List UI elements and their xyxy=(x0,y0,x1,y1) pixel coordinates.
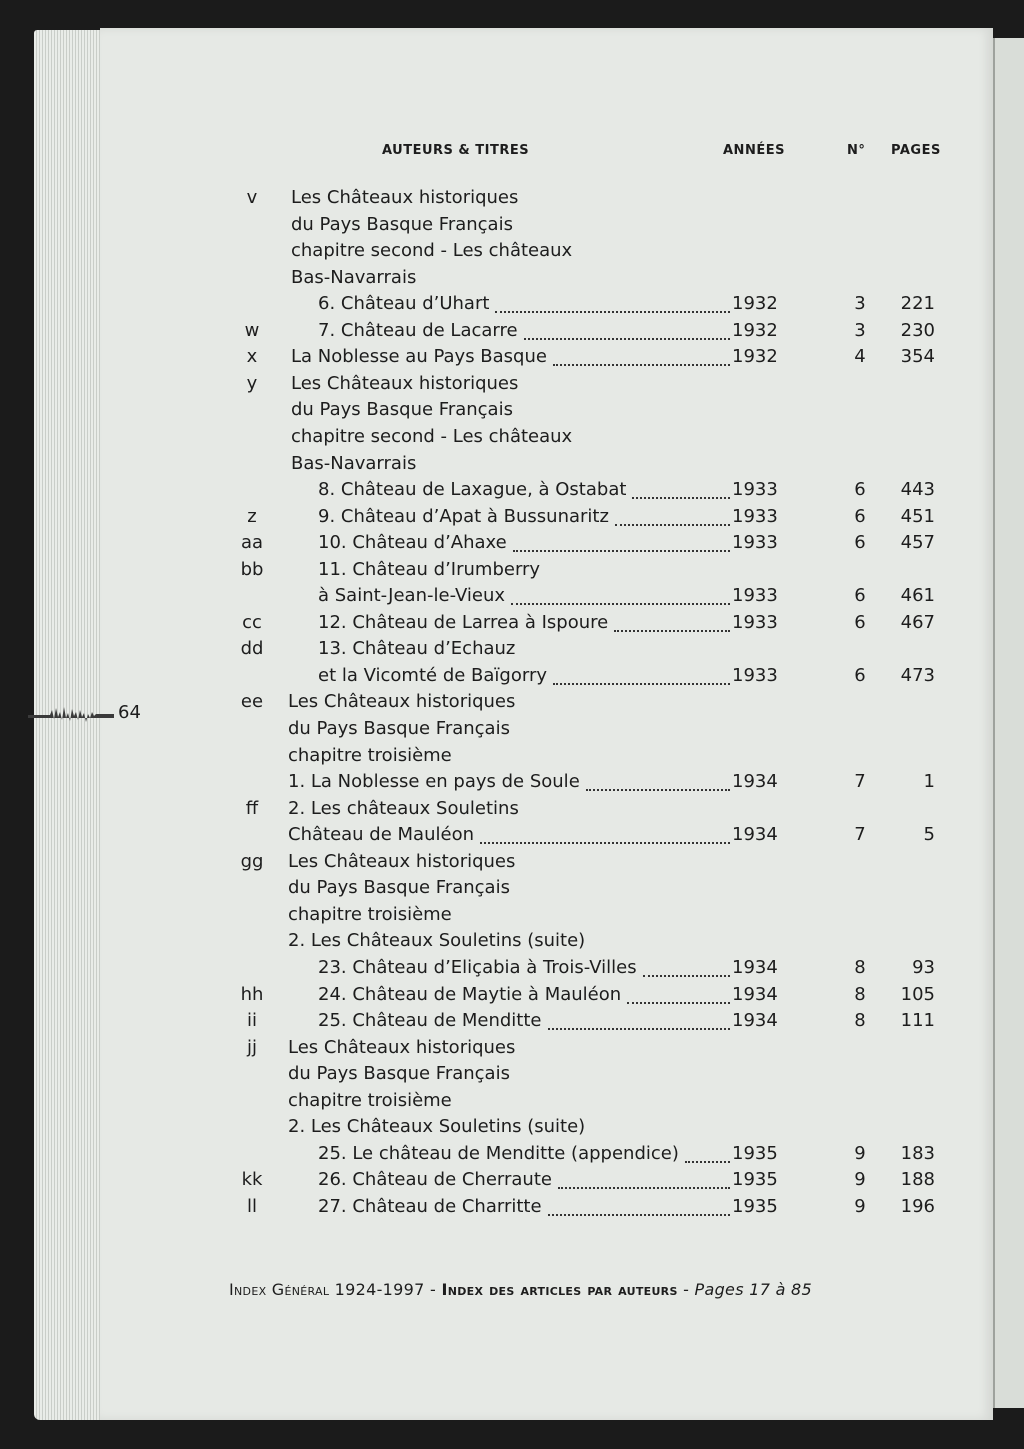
entry-title: 2. Les Châteaux Souletins (suite) xyxy=(288,1116,586,1138)
index-entry-row xyxy=(0,557,1024,583)
entry-title: 24. Château de Maytie à Mauléon xyxy=(318,983,622,1005)
entry-number: 9 xyxy=(854,1142,866,1164)
dot-leader xyxy=(632,497,730,499)
entry-title: 2. Les châteaux Souletins xyxy=(288,797,519,819)
entry-pages: 1 xyxy=(923,771,935,793)
entry-title: 6. Château d’Uhart xyxy=(318,293,490,315)
index-entry-row xyxy=(0,610,1024,636)
index-entry-row xyxy=(0,743,1024,769)
entry-code: kk xyxy=(241,1169,263,1191)
entry-title: Les Châteaux historiques xyxy=(288,691,516,713)
entry-number: 6 xyxy=(854,479,866,501)
entry-title: 8. Château de Laxague, à Ostabat xyxy=(318,479,627,501)
index-entry-row xyxy=(0,477,1024,503)
index-entry-row xyxy=(0,291,1024,317)
entry-pages: 188 xyxy=(900,1169,935,1191)
entry-number: 7 xyxy=(854,824,866,846)
index-entry-row xyxy=(0,185,1024,211)
entry-year: 1933 xyxy=(732,664,778,686)
entry-title: 26. Château de Cherraute xyxy=(318,1169,552,1191)
index-entry-row xyxy=(0,1035,1024,1061)
index-entry-row xyxy=(0,424,1024,450)
index-entry-row xyxy=(0,451,1024,477)
index-entry-row xyxy=(0,982,1024,1008)
index-entry-row xyxy=(0,1194,1024,1220)
entry-code: ff xyxy=(245,797,259,819)
entry-title: 25. Château de Menditte xyxy=(318,1010,542,1032)
entry-title: Les Châteaux historiques xyxy=(288,1036,516,1058)
footer-index-articles: Index des articles par auteurs xyxy=(441,1280,678,1299)
footer-separator: - xyxy=(677,1280,695,1299)
entry-pages: 105 xyxy=(900,983,935,1005)
header-pages: PAGES xyxy=(891,143,941,158)
entry-code: bb xyxy=(240,558,264,580)
entry-pages: 457 xyxy=(900,532,935,554)
dot-leader xyxy=(548,1028,730,1030)
entry-pages: 5 xyxy=(923,824,935,846)
entry-code: x xyxy=(246,346,258,368)
footer-pages-range: Pages 17 à 85 xyxy=(694,1280,813,1299)
index-entry-row xyxy=(0,796,1024,822)
dot-leader xyxy=(615,524,730,526)
entry-code: v xyxy=(246,187,258,208)
entry-year: 1934 xyxy=(732,824,778,846)
dot-leader xyxy=(685,1161,730,1163)
entry-code: jj xyxy=(246,1036,257,1058)
entry-pages: 93 xyxy=(912,956,935,978)
entry-title: 10. Château d’Ahaxe xyxy=(318,532,507,554)
dot-leader xyxy=(548,1214,730,1216)
index-entry-row xyxy=(0,822,1024,848)
entry-pages: 221 xyxy=(900,293,935,315)
entry-year: 1933 xyxy=(732,532,778,554)
entry-pages: 354 xyxy=(900,346,935,368)
entry-year: 1932 xyxy=(732,293,778,315)
index-entry-row xyxy=(0,689,1024,715)
entry-title: Château de Mauléon xyxy=(288,824,474,846)
entry-number: 6 xyxy=(854,664,866,686)
entry-year: 1933 xyxy=(732,505,778,527)
dot-leader xyxy=(614,630,730,632)
entry-year: 1932 xyxy=(732,319,778,341)
entry-code: ll xyxy=(246,1195,257,1217)
entry-title: du Pays Basque Français xyxy=(291,213,513,235)
dot-leader xyxy=(627,1002,730,1004)
entry-pages: 230 xyxy=(900,319,935,341)
entry-year: 1934 xyxy=(732,956,778,978)
entry-title: Bas-Navarrais xyxy=(291,452,417,474)
entry-number: 8 xyxy=(854,956,866,978)
entry-title: et la Vicomté de Baïgorry xyxy=(318,664,547,686)
index-entry-row xyxy=(0,928,1024,954)
entry-pages: 183 xyxy=(900,1142,935,1164)
entry-title: La Noblesse au Pays Basque xyxy=(291,346,547,368)
entry-title: 23. Château d’Eliçabia à Trois-Villes xyxy=(318,956,637,978)
entry-code: w xyxy=(244,319,260,341)
index-entry-row xyxy=(0,1088,1024,1114)
dot-leader xyxy=(643,975,730,977)
entry-title: 7. Château de Lacarre xyxy=(318,319,518,341)
entry-title: chapitre second - Les châteaux xyxy=(291,240,573,262)
entry-pages: 451 xyxy=(900,505,935,527)
entry-number: 3 xyxy=(854,293,866,315)
entry-number: 8 xyxy=(854,1010,866,1032)
dot-leader xyxy=(553,364,730,366)
dot-leader xyxy=(586,789,730,791)
index-entry-row xyxy=(0,371,1024,397)
header-auteurs-titres: AUTEURS & TITRES xyxy=(382,143,530,158)
index-entry-row xyxy=(0,1141,1024,1167)
entry-number: 6 xyxy=(854,585,866,607)
index-entry-row xyxy=(0,238,1024,264)
dot-leader xyxy=(553,683,730,685)
entry-code: dd xyxy=(240,638,264,660)
footer-separator: - xyxy=(424,1280,442,1299)
header-annees: ANNÉES xyxy=(723,143,785,158)
index-entry-row xyxy=(0,636,1024,662)
index-entry-row xyxy=(0,716,1024,742)
entry-year: 1934 xyxy=(732,771,778,793)
entry-title: chapitre troisième xyxy=(288,903,452,925)
entry-number: 8 xyxy=(854,983,866,1005)
entry-number: 9 xyxy=(854,1169,866,1191)
entry-year: 1935 xyxy=(732,1142,778,1164)
index-entry-row xyxy=(0,1167,1024,1193)
entry-title: 9. Château d’Apat à Bussunaritz xyxy=(318,505,609,527)
header-numero: N° xyxy=(847,143,866,158)
index-entry-row xyxy=(0,1114,1024,1140)
footer-index-general: Index Général xyxy=(229,1280,330,1299)
dot-leader xyxy=(524,338,730,340)
dot-leader xyxy=(495,311,730,313)
entry-title: Les Châteaux historiques xyxy=(291,372,519,394)
entry-year: 1933 xyxy=(732,611,778,633)
index-entry-row xyxy=(0,583,1024,609)
entry-year: 1932 xyxy=(732,346,778,368)
entry-number: 7 xyxy=(854,771,866,793)
index-entry-row xyxy=(0,265,1024,291)
entry-title: chapitre troisième xyxy=(288,1089,452,1111)
entry-year: 1934 xyxy=(732,1010,778,1032)
dot-leader xyxy=(513,550,730,552)
entry-code: gg xyxy=(240,850,264,872)
entry-title: Bas-Navarrais xyxy=(291,266,417,288)
index-entry-row xyxy=(0,902,1024,928)
entry-pages: 196 xyxy=(900,1195,935,1217)
entry-title: 12. Château de Larrea à Ispoure xyxy=(318,611,609,633)
entry-title: du Pays Basque Français xyxy=(288,718,510,739)
entry-pages: 473 xyxy=(900,664,935,686)
entry-pages: 461 xyxy=(900,585,935,607)
entry-number: 4 xyxy=(854,346,866,368)
index-entry-row xyxy=(0,530,1024,556)
entry-title: à Saint-Jean-le-Vieux xyxy=(318,585,506,607)
page-number: 64 xyxy=(118,702,141,723)
entry-code: aa xyxy=(240,532,264,554)
entry-year: 1935 xyxy=(732,1169,778,1191)
entry-title: du Pays Basque Français xyxy=(288,1063,510,1085)
entry-title: 25. Le château de Menditte (appendice) xyxy=(318,1142,679,1164)
entry-pages: 443 xyxy=(900,479,935,501)
index-entry-row xyxy=(0,849,1024,875)
index-entry-row xyxy=(0,397,1024,423)
entry-title: 11. Château d’Irumberry xyxy=(318,558,541,580)
entry-title: chapitre troisième xyxy=(288,744,452,766)
index-entry-row xyxy=(0,504,1024,530)
entry-number: 6 xyxy=(854,505,866,527)
entry-pages: 467 xyxy=(900,611,935,633)
page-footer xyxy=(229,1280,812,1299)
entry-title: 2. Les Châteaux Souletins (suite) xyxy=(288,930,586,952)
entry-title: Les Châteaux historiques xyxy=(291,187,519,208)
index-entry-row xyxy=(0,344,1024,370)
entry-title: 13. Château d’Echauz xyxy=(318,638,516,660)
entry-code: z xyxy=(247,505,257,527)
entry-code: ee xyxy=(240,691,264,713)
entry-title: 1. La Noblesse en pays de Soule xyxy=(288,771,580,793)
dot-leader xyxy=(480,842,730,844)
entry-pages: 111 xyxy=(900,1010,935,1032)
entry-number: 3 xyxy=(854,319,866,341)
entry-title: du Pays Basque Français xyxy=(288,877,510,899)
dot-leader xyxy=(558,1187,730,1189)
entry-number: 6 xyxy=(854,611,866,633)
entry-code: y xyxy=(246,372,258,394)
entry-year: 1933 xyxy=(732,479,778,501)
footer-years: 1924-1997 xyxy=(334,1280,425,1299)
entry-title: chapitre second - Les châteaux xyxy=(291,425,573,447)
index-entry-row xyxy=(0,663,1024,689)
dot-leader xyxy=(511,603,730,605)
entry-year: 1934 xyxy=(732,983,778,1005)
index-entry-row xyxy=(0,955,1024,981)
index-entry-row xyxy=(0,769,1024,795)
index-entry-row xyxy=(0,875,1024,901)
index-entry-row xyxy=(0,212,1024,238)
entry-title: Les Châteaux historiques xyxy=(288,850,516,872)
entry-year: 1933 xyxy=(732,585,778,607)
entry-title: 27. Château de Charritte xyxy=(318,1195,542,1217)
entry-number: 9 xyxy=(854,1195,866,1217)
index-entry-row xyxy=(0,1061,1024,1087)
index-entry-row xyxy=(0,318,1024,344)
index-entry-row xyxy=(0,1008,1024,1034)
page-tab-mark-icon xyxy=(28,704,114,726)
entry-year: 1935 xyxy=(732,1195,778,1217)
entry-code: cc xyxy=(242,611,262,633)
entry-code: hh xyxy=(240,983,264,1005)
entry-code: ii xyxy=(246,1010,257,1032)
entry-number: 6 xyxy=(854,532,866,554)
entry-title: du Pays Basque Français xyxy=(291,399,513,421)
